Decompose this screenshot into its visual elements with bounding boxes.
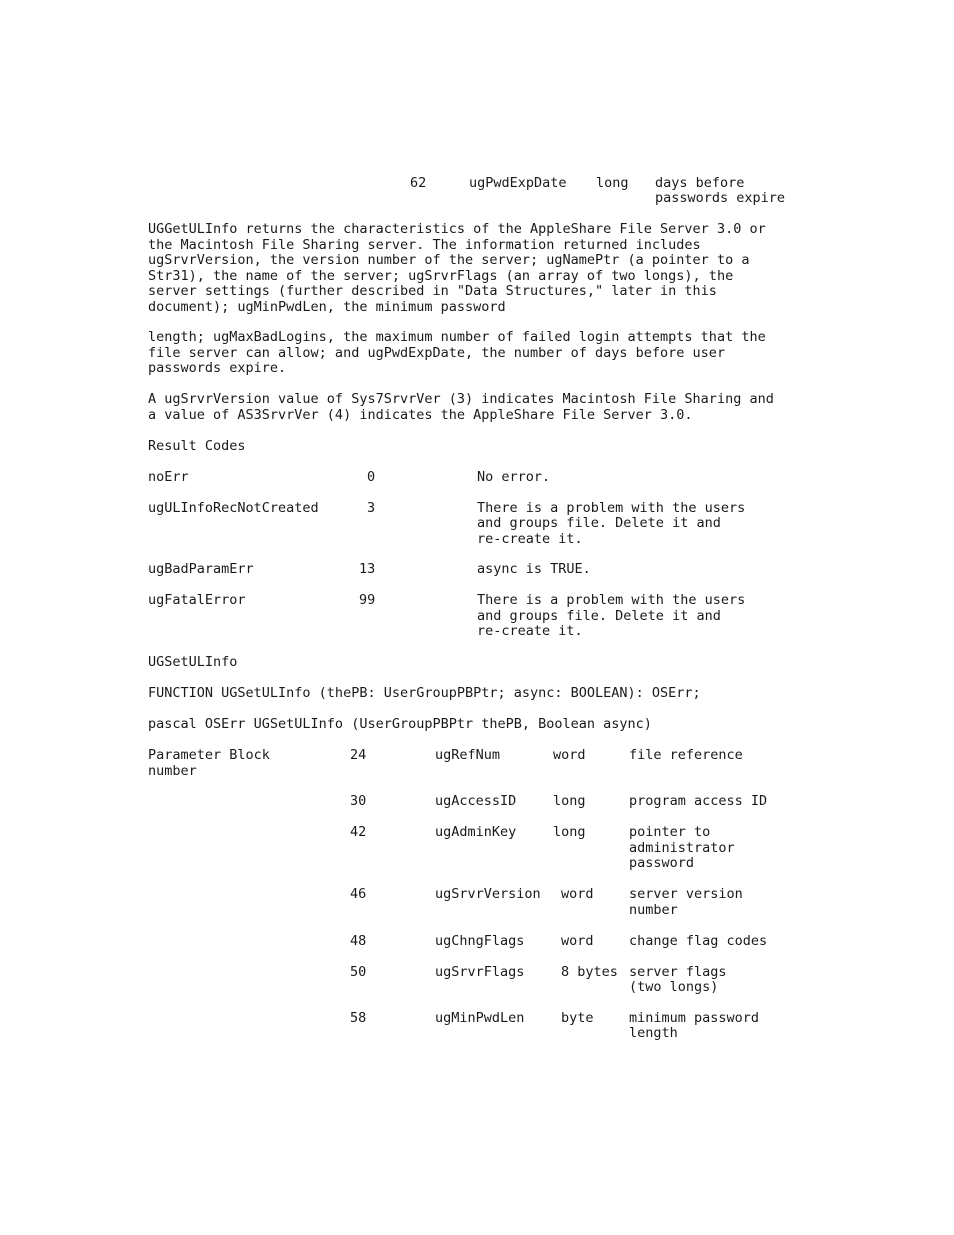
param-desc-line: change flag codes bbox=[629, 933, 768, 949]
param-type: word bbox=[561, 933, 594, 949]
paragraph-line: the Macintosh File Sharing server. The information returned includes bbox=[148, 237, 701, 253]
param-offset: 48 bbox=[350, 933, 367, 949]
paragraph-line: passwords expire. bbox=[148, 360, 287, 376]
param-type: 8 bytes bbox=[561, 964, 618, 980]
paragraph-line: file server can allow; and ugPwdExpDate, the number of days before user bbox=[148, 345, 726, 361]
result-code-desc: and groups file. Delete it and bbox=[477, 515, 721, 531]
paragraph-line: server settings (further described in "Data Structures," later in this bbox=[148, 283, 717, 299]
result-code-value: 3 bbox=[367, 500, 376, 516]
result-code-value: 0 bbox=[367, 469, 376, 485]
result-code-name: ugFatalError bbox=[148, 592, 246, 608]
result-code-desc: There is a problem with the users bbox=[477, 592, 746, 608]
result-code-value: 99 bbox=[359, 592, 376, 608]
param-offset: 58 bbox=[350, 1010, 367, 1026]
param-type: byte bbox=[561, 1010, 594, 1026]
param-desc-line: file reference bbox=[629, 747, 743, 763]
paragraph-line: document); ugMinPwdLen, the minimum password bbox=[148, 299, 506, 315]
param-offset: 62 bbox=[410, 175, 427, 191]
param-name: ugMinPwdLen bbox=[435, 1010, 525, 1026]
param-name: ugAccessID bbox=[435, 793, 517, 809]
section-heading: UGSetULInfo bbox=[148, 654, 238, 670]
result-code-desc: re-create it. bbox=[477, 623, 583, 639]
function-declaration: FUNCTION UGSetULInfo (thePB: UserGroupPBPtr; async: BOOLEAN): OSErr; bbox=[148, 685, 701, 701]
paragraph-line: length; ugMaxBadLogins, the maximum number of failed login attempts that the bbox=[148, 329, 766, 345]
parameter-block-label: Parameter Block bbox=[148, 747, 270, 763]
param-desc-line: length bbox=[629, 1025, 678, 1041]
param-desc-line: server flags bbox=[629, 964, 727, 980]
param-name: ugSrvrVersion bbox=[435, 886, 541, 902]
result-code-name: noErr bbox=[148, 469, 189, 485]
result-code-desc: and groups file. Delete it and bbox=[477, 608, 721, 624]
param-name: ugPwdExpDate bbox=[469, 175, 567, 191]
param-desc-line: minimum password bbox=[629, 1010, 760, 1026]
param-name: ugChngFlags bbox=[435, 933, 525, 949]
param-type: long bbox=[553, 824, 586, 840]
param-desc-line: passwords expire bbox=[655, 190, 786, 206]
param-desc-line: program access ID bbox=[629, 793, 768, 809]
result-codes-heading: Result Codes bbox=[148, 438, 246, 454]
paragraph-line: UGGetULInfo returns the characteristics of the AppleShare File Server 3.0 or bbox=[148, 221, 766, 237]
result-code-value: 13 bbox=[359, 561, 376, 577]
result-code-desc: async is TRUE. bbox=[477, 561, 591, 577]
result-code-name: ugBadParamErr bbox=[148, 561, 254, 577]
result-code-desc: No error. bbox=[477, 469, 551, 485]
param-type: word bbox=[561, 886, 594, 902]
result-code-name: ugULInfoRecNotCreated bbox=[148, 500, 319, 516]
paragraph-line: Str31), the name of the server; ugSrvrFlags (an array of two longs), the bbox=[148, 268, 734, 284]
param-type: long bbox=[553, 793, 586, 809]
parameter-block-label-cont: number bbox=[148, 763, 197, 779]
paragraph-line: A ugSrvrVersion value of Sys7SrvrVer (3) indicates Macintosh File Sharing and bbox=[148, 391, 774, 407]
paragraph-line: ugSrvrVersion, the version number of the server; ugNamePtr (a pointer to a bbox=[148, 252, 750, 268]
pascal-declaration: pascal OSErr UGSetULInfo (UserGroupPBPtr thePB, Boolean async) bbox=[148, 716, 652, 732]
param-type: word bbox=[553, 747, 586, 763]
param-offset: 24 bbox=[350, 747, 367, 763]
param-desc-line: number bbox=[629, 902, 678, 918]
param-name: ugAdminKey bbox=[435, 824, 517, 840]
param-desc-line: pointer to bbox=[629, 824, 711, 840]
param-offset: 30 bbox=[350, 793, 367, 809]
result-code-desc: re-create it. bbox=[477, 531, 583, 547]
param-offset: 42 bbox=[350, 824, 367, 840]
param-offset: 50 bbox=[350, 964, 367, 980]
param-desc-line: password bbox=[629, 855, 695, 871]
paragraph-line: a value of AS3SrvrVer (4) indicates the AppleShare File Server 3.0. bbox=[148, 407, 693, 423]
param-type: long bbox=[596, 175, 629, 191]
param-desc-line: administrator bbox=[629, 840, 735, 856]
param-desc-line: (two longs) bbox=[629, 979, 719, 995]
result-code-desc: There is a problem with the users bbox=[477, 500, 746, 516]
param-offset: 46 bbox=[350, 886, 367, 902]
param-name: ugRefNum bbox=[435, 747, 501, 763]
param-desc-line: days before bbox=[655, 175, 745, 191]
param-desc-line: server version bbox=[629, 886, 743, 902]
param-name: ugSrvrFlags bbox=[435, 964, 525, 980]
